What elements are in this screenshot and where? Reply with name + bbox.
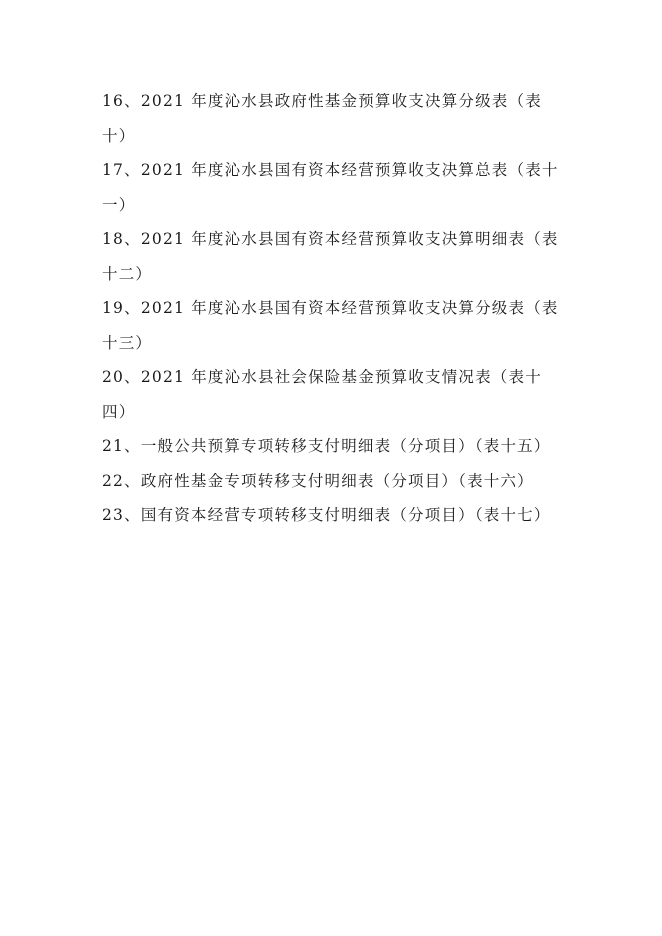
toc-entry-19-continuation: 十三） <box>102 333 153 352</box>
table-of-contents-list <box>102 84 564 533</box>
toc-entry-16-continuation: 十） <box>102 126 136 145</box>
toc-entry-23: 23、国有资本经营专项转移支付明细表（分项目）（表十七） <box>102 506 551 524</box>
toc-entry-16: 16、2021 年度沁水县政府性基金预算收支决算分级表（表 <box>102 92 542 110</box>
toc-entry-22: 22、政府性基金专项转移支付明细表（分项目）（表十六） <box>102 471 534 490</box>
toc-entry-18-continuation: 十二） <box>102 264 153 283</box>
toc-entry-17: 17、2021 年度沁水县国有资本经营预算收支决算总表（表十 <box>102 161 559 179</box>
toc-entry-18: 18、2021 年度沁水县国有资本经营预算收支决算明细表（表 <box>102 230 559 248</box>
toc-entry-21: 21、一般公共预算专项转移支付明细表（分项目）（表十五） <box>102 437 551 455</box>
toc-entry-19: 19、2021 年度沁水县国有资本经营预算收支决算分级表（表 <box>102 299 559 317</box>
toc-entry-20: 20、2021 年度沁水县社会保险基金预算收支情况表（表十 <box>102 368 542 386</box>
toc-entry-17-continuation: 一） <box>102 195 136 214</box>
toc-entry-20-continuation: 四） <box>102 402 136 421</box>
